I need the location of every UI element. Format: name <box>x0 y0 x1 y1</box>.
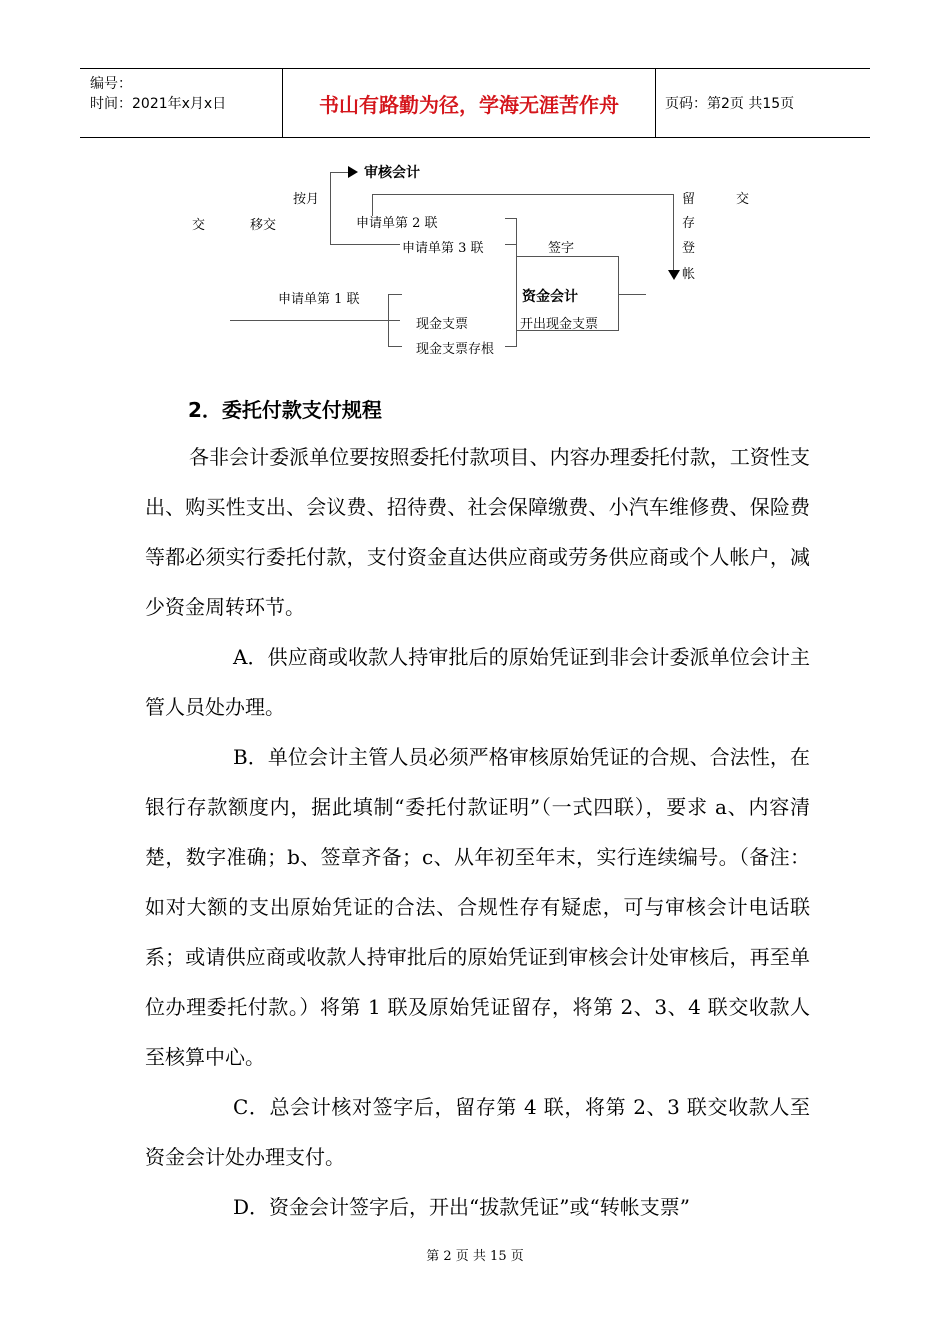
page-footer: 第 2 页 共 15 页 <box>426 1249 524 1264</box>
form1-label: 申请单第 1 联 <box>278 292 360 307</box>
paragraph-d: D．资金会计签字后，开出“拔款凭证”或“转帐支票” <box>233 1195 690 1219</box>
connector-line <box>330 172 331 244</box>
hand-label: 交 <box>192 218 206 233</box>
form2-label: 申请单第 2 联 <box>356 216 438 231</box>
page-header <box>80 68 870 138</box>
arrow-right-icon <box>348 166 358 178</box>
audit-accountant-label: 审核会计 <box>364 165 420 181</box>
connector-line <box>673 194 674 272</box>
register-label: 登 <box>682 241 696 256</box>
paragraph-c: C．总会计核对签字后，留存第 4 联，将第 2、3 联交收款人至资金会计处办理支付。 <box>145 1095 810 1169</box>
connector-line <box>230 320 400 321</box>
account-label: 帐 <box>682 267 696 282</box>
paragraph-b: B．单位会计主管人员必须严格审核原始凭证的合规、合法性，在银行存款额度内，据此填制“委托付款证明”（一式四联），要求 a、内容清楚，数字准确；b、签章齐备；c、从年初至年末，实行连续编号。（备注：如对大额的支出原始凭证的合法、合规性存有疑虑，可与审核会计电话联系；或请供应商或收款人持审批后的原始凭证到审核会计处审核后，再至单位办理委托付款。）将第 1 联及原始凭证留存，将第 2、3、4 联交收款人至核算中心。 <box>145 745 810 1069</box>
header-meta <box>80 69 282 137</box>
sign-label: 签字 <box>548 241 575 256</box>
connector-line <box>516 256 619 257</box>
connector-line <box>388 294 402 295</box>
connector-line <box>618 256 619 330</box>
arrow-down-icon <box>668 270 680 280</box>
form3-label: 申请单第 3 联 <box>402 241 484 256</box>
time-label: 时间：2021年x月x日 <box>90 96 227 112</box>
connector-line <box>388 294 389 346</box>
monthly-label: 按月 <box>293 192 320 207</box>
connector-line <box>330 172 350 173</box>
transfer-label: 移交 <box>250 218 277 233</box>
cash-check-stub-label: 现金支票存根 <box>416 342 495 357</box>
number-label: 编号： <box>90 76 132 92</box>
connector-line <box>330 244 400 245</box>
connector-line <box>372 194 674 195</box>
connector-line <box>388 346 402 347</box>
keep-label: 留 <box>682 192 696 207</box>
flow-diagram <box>0 150 950 370</box>
store-label: 存 <box>682 216 696 231</box>
fund-accountant-label: 资金会计 <box>522 289 578 305</box>
cash-check-label: 现金支票 <box>416 317 469 332</box>
paragraph-intro: 各非会计委派单位要按照委托付款项目、内容办理委托付款，工资性支出、购买性支出、会议费、招待费、社会保障缴费、小汽车维修费、保险费等都必须实行委托付款，支付资金直达供应商或劳务供应商或个人帐户，减少资金周转环节。 <box>145 445 810 619</box>
issue-cash-check-label: 开出现金支票 <box>520 317 599 332</box>
section-heading: 2．委托付款支付规程 <box>188 398 382 422</box>
header-motto: 书山有路勤为径，学海无涯苦作舟 <box>282 69 656 137</box>
connector-line <box>505 244 517 245</box>
connector-line <box>505 346 517 347</box>
connector-line <box>516 218 517 346</box>
hand-right-label: 交 <box>736 192 750 207</box>
header-page-info: 页码：第2页 共15页 <box>665 96 795 112</box>
connector-line <box>618 294 646 295</box>
paragraph-a: A．供应商或收款人持审批后的原始凭证到非会计委派单位会计主管人员处办理。 <box>145 645 810 719</box>
